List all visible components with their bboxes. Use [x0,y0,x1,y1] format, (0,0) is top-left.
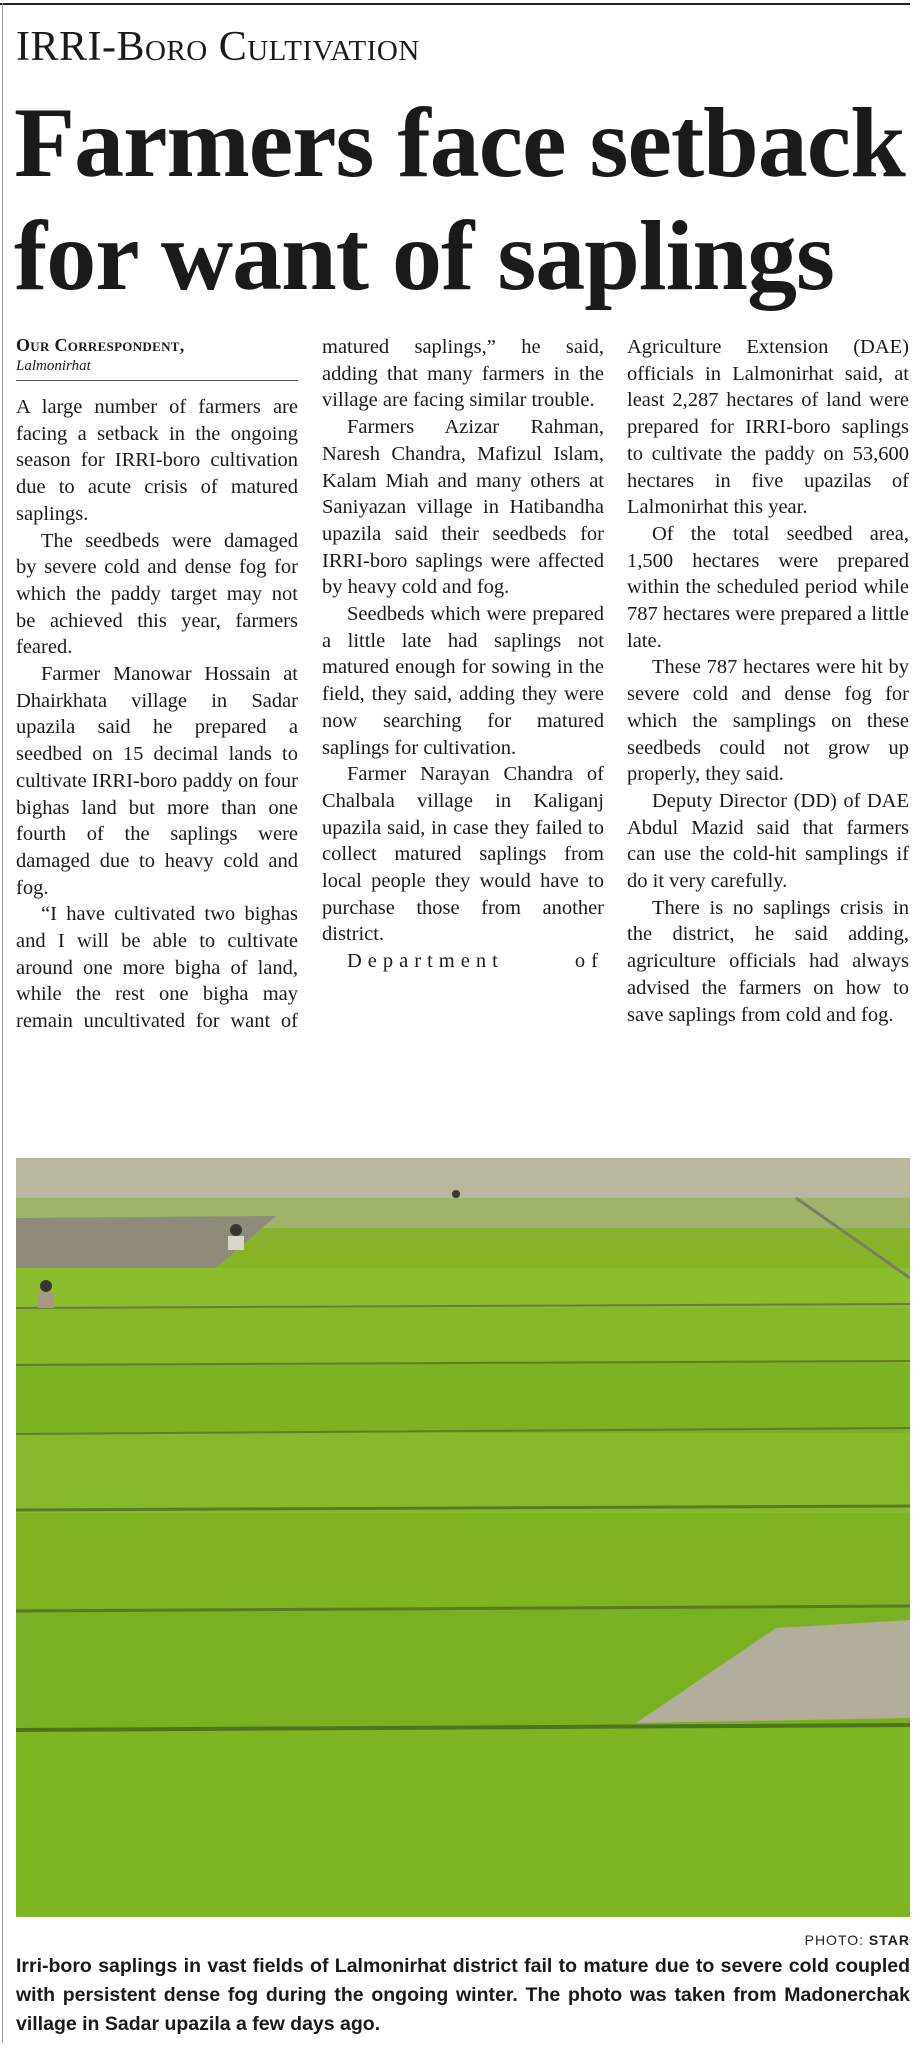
byline [16,334,298,376]
paragraph: Farmer Manowar Hossain at Dhairkhata village in Sadar upazila said he prepared a seedbed on 15 decimal lands to cultivate IRRI-boro paddy on four bighas land but more than one fourth of the saplings were damaged due to heavy cold and fog. [16,663,298,899]
byline-rule [16,380,298,381]
kicker: IRRI-Boro Cultivation [16,24,420,70]
paragraph: These 787 hectares were hit by severe cold and dense fog for which the samplings on these seedbeds could not grow up properly, they said. [627,656,909,786]
photo-caption: Irri-boro saplings in vast fields of Lalmonirhat district fail to mature due to severe cold coupled with persistent dense fog during the ongoing winter. The photo was taken from Madonerchak village in Sadar upazila a few days ago. [16,1955,910,2035]
paragraph: Farmer Narayan Chandra of Chalbala village in Kaliganj upazila said, in case they failed to collect matured saplings from local people they would have to purchase those from another district. [322,763,604,946]
paragraph: matured saplings,” he said, adding that many farmers in the village are facing similar trouble. [322,336,604,412]
horizon-haze [16,1158,910,1198]
byline-location: Lalmonirhat [16,358,91,374]
paragraph: There is no saplings crisis in the district, he said adding, agriculture officials had always advised the farmers on how to save saplings from cold and fog. [627,896,909,1026]
left-rule [2,3,3,2043]
paragraph: Agriculture Extension (DAE) officials in Lalmonirhat said, at least 2,287 hectares of land were prepared for IRRI-boro saplings to cultivate the paddy on 53,600 hectares in five upazilas of Lalmonirhat this year. [627,336,909,519]
paragraph: Farmers Azizar Rahman, Naresh Chandra, Mafizul Islam, Kalam Miah and many others at Saniyazan village in Hatibandha upazila said their seedbeds for IRRI-boro saplings were affected by heavy cold and fog. [322,416,604,599]
paddy-field-illustration [16,1158,910,1917]
field-band [16,1513,910,1608]
field-band [16,1728,910,1917]
farmer-figure [230,1224,242,1236]
farmer-figure [228,1236,244,1250]
paragraph: The seedbeds were damaged by severe cold and dense fog for which the paddy target may not be achieved this year, farmers feared. [16,529,298,659]
field-band [16,1363,910,1433]
headline [14,86,914,312]
photo-credit-source: STAR [868,1932,910,1948]
photo-credit [805,1932,910,1948]
paragraph: Deputy Director (DD) of DAE Abdul Mazid said that farmers can use the cold-hit samplings if do it very carefully. [627,789,909,893]
paragraph: Seedbeds which were prepared a little late had saplings not matured enough for sowing in the field, they said, adding they were now searching for matured saplings for cultivation. [322,603,604,759]
column-2 [322,334,604,975]
paragraph: Department of [347,950,604,973]
field-band [16,1268,910,1308]
farmer-figure [452,1190,460,1198]
farmer-figure [38,1292,54,1308]
paddy-field-photo [16,1158,910,1917]
paragraph: Of the total seedbed area, 1,500 hectares were prepared within the scheduled period while 787 hectares were prepared a little late. [627,522,909,652]
headline-line-2: for want of saplings [14,200,834,311]
paragraph: “I have cultivated two bighas and I will be able to cultivate around one more bigha of land, while the rest one bigha may remain uncultivated for want of [16,903,298,1033]
headline-line-1: Farmers face setback [14,87,905,198]
photo-credit-label: PHOTO: [804,1932,865,1948]
field-band [16,1433,910,1513]
field-band [16,1308,910,1363]
column-3 [627,334,909,1028]
top-rule [0,3,910,5]
paragraph: A large number of farmers are facing a setback in the ongoing season for IRRI-boro cultivation due to acute crisis of matured saplings. [16,396,298,525]
column-1 [16,394,298,1035]
farmer-figure [40,1280,52,1292]
byline-name: Our Correspondent, [16,335,185,355]
